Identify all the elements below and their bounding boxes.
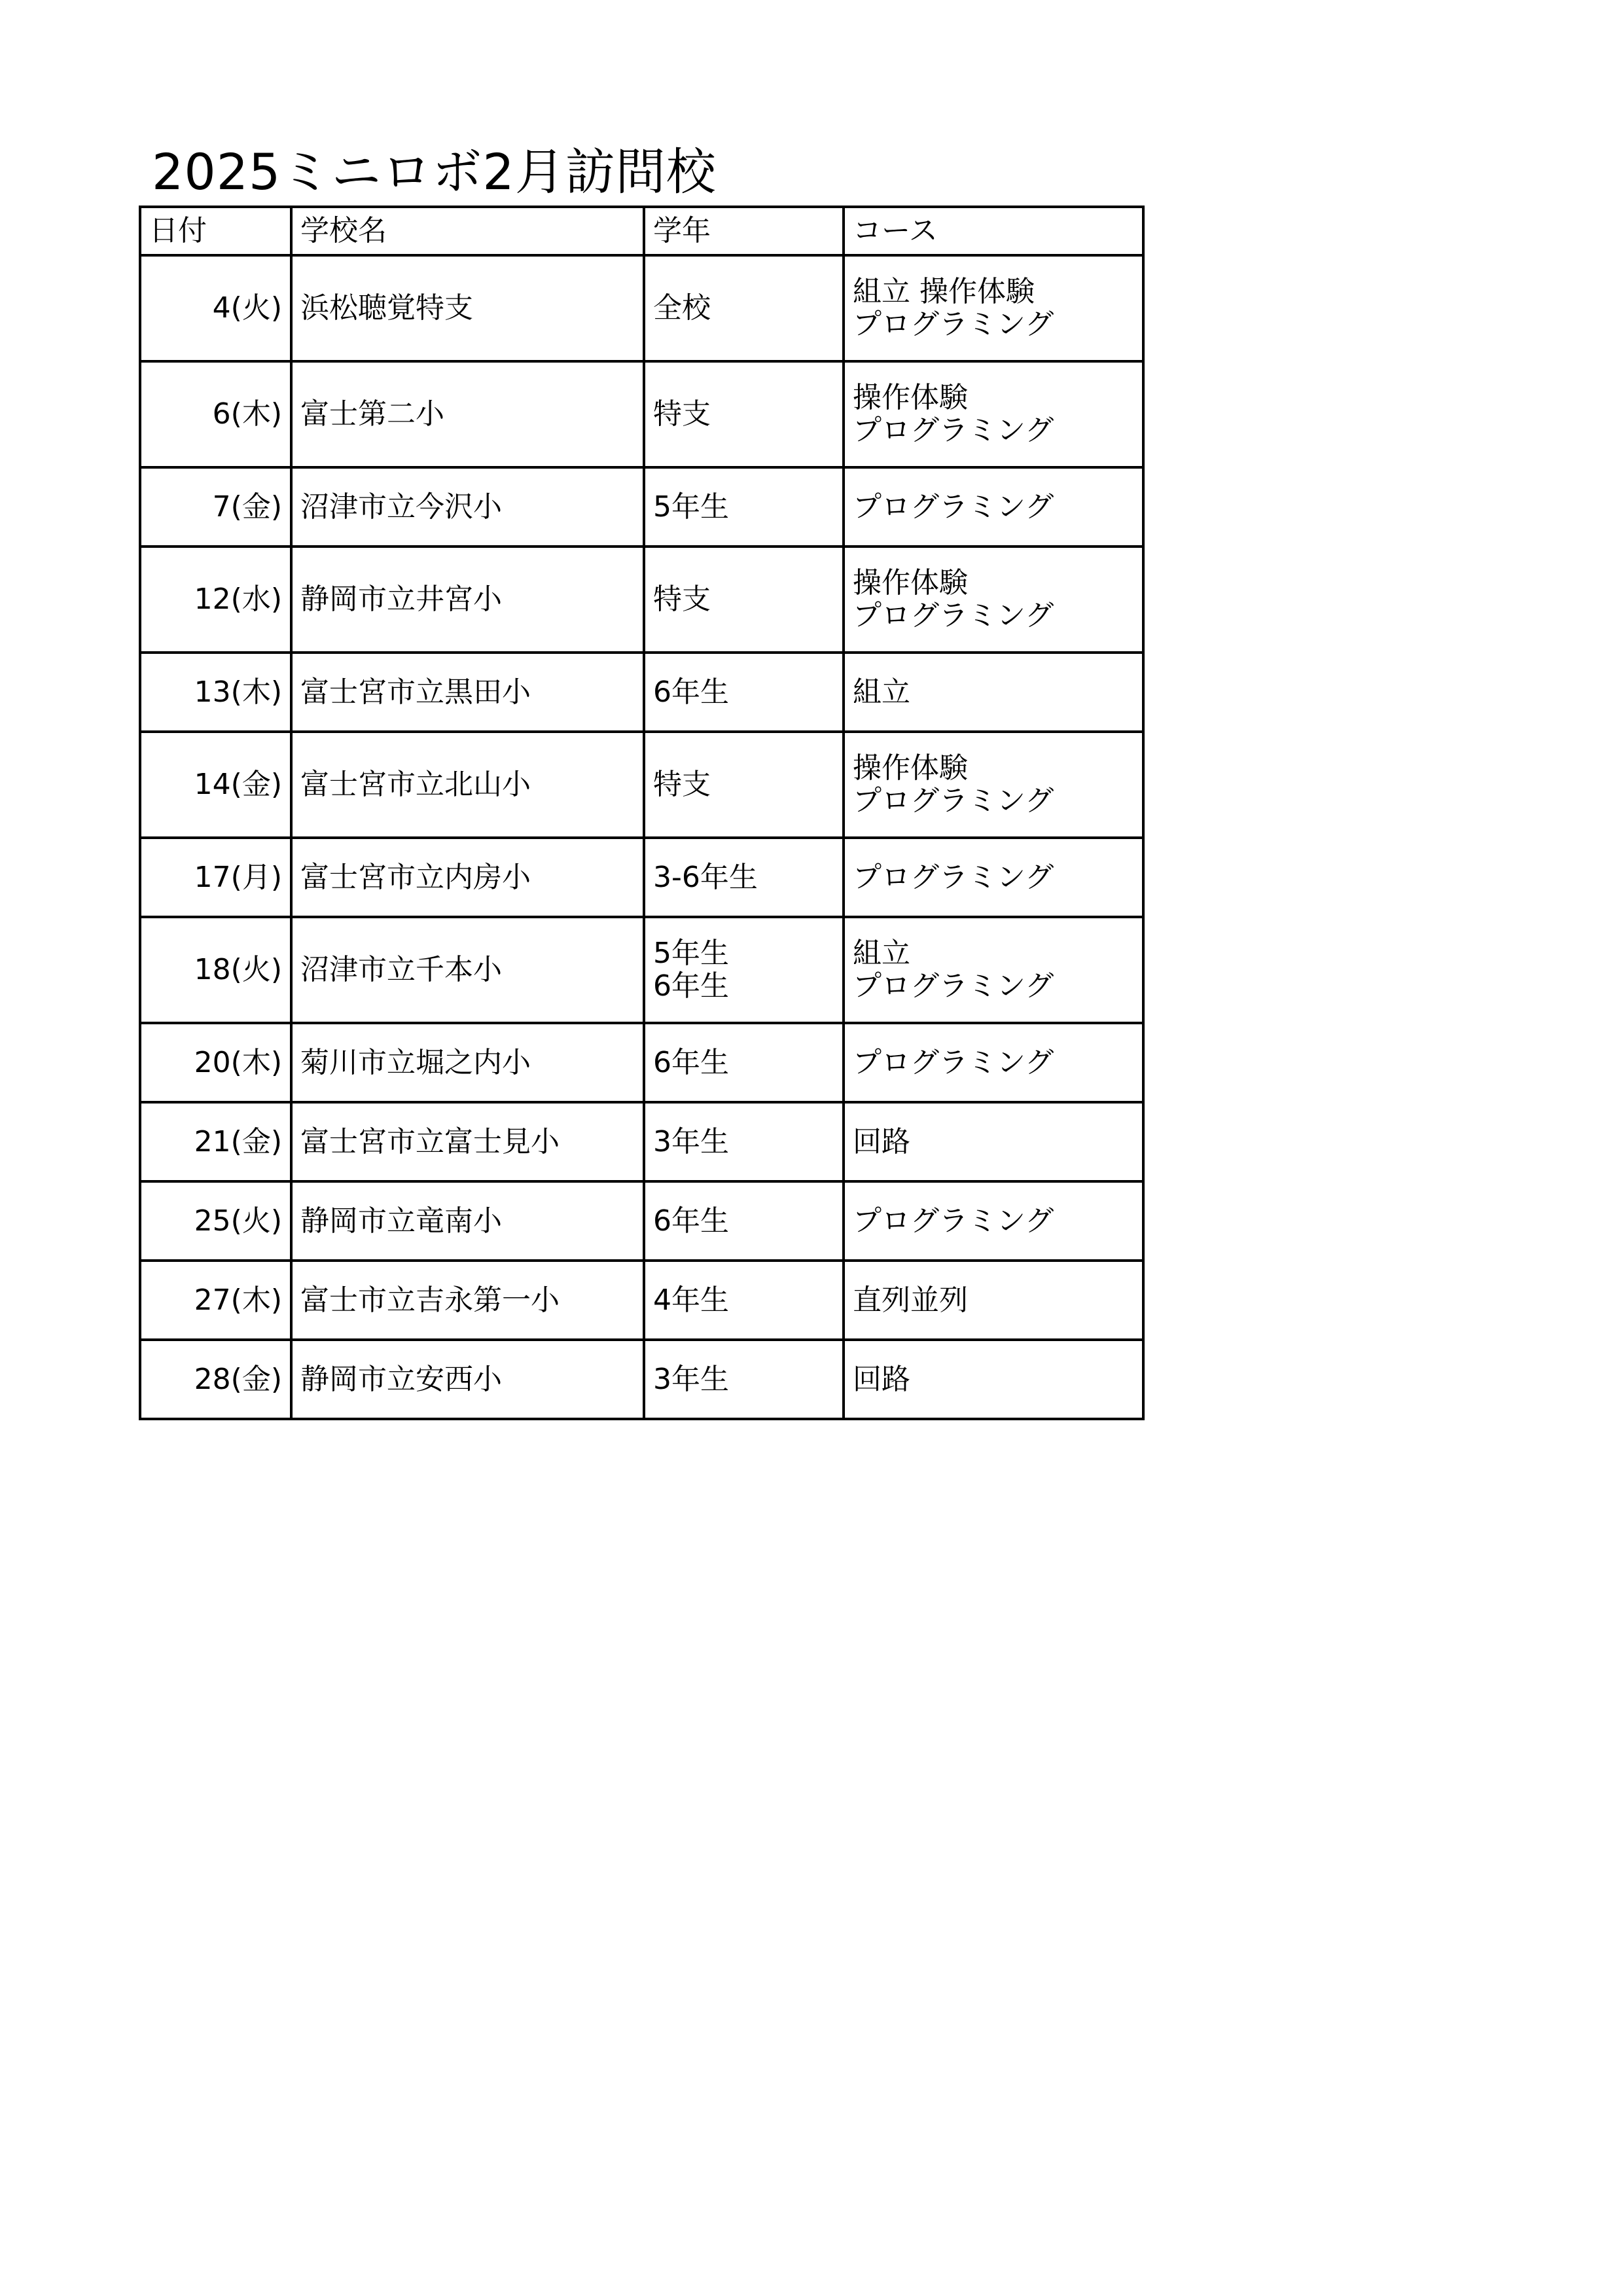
grade-cell bbox=[644, 1340, 844, 1419]
table-row bbox=[140, 732, 1143, 838]
visit-date: 28(金) bbox=[140, 1340, 291, 1419]
course-cell bbox=[844, 917, 1143, 1023]
grade-line: 6年生 bbox=[653, 1045, 729, 1079]
course-line: 直列並列 bbox=[853, 1283, 968, 1317]
visit-date: 18(火) bbox=[140, 917, 291, 1023]
table-row bbox=[140, 1261, 1143, 1340]
course-line: プログラミング bbox=[853, 308, 1054, 341]
table-row bbox=[140, 838, 1143, 917]
course-cell bbox=[844, 467, 1143, 547]
school-name: 静岡市立竜南小 bbox=[291, 1181, 644, 1261]
course-line: プログラミング bbox=[853, 599, 1054, 632]
course-line: 回路 bbox=[853, 1124, 910, 1158]
course-line: 組立 操作体験 bbox=[853, 275, 1035, 308]
course-cell bbox=[844, 255, 1143, 361]
table-row bbox=[140, 1023, 1143, 1102]
grade-line: 6年生 bbox=[653, 969, 729, 1003]
school-name: 富士市立吉永第一小 bbox=[291, 1261, 644, 1340]
visit-schedule-table bbox=[139, 206, 1145, 1420]
grade-cell bbox=[644, 1023, 844, 1102]
school-name: 浜松聴覚特支 bbox=[291, 255, 644, 361]
course-line: 操作体験 bbox=[853, 566, 968, 600]
grade-cell bbox=[644, 838, 844, 917]
visit-date: 12(水) bbox=[140, 547, 291, 653]
grade-cell bbox=[644, 1261, 844, 1340]
course-cell bbox=[844, 732, 1143, 838]
visit-date: 7(金) bbox=[140, 467, 291, 547]
visit-date: 27(木) bbox=[140, 1261, 291, 1340]
visit-date: 14(金) bbox=[140, 732, 291, 838]
course-line: 組立 bbox=[853, 675, 910, 709]
course-line: プログラミング bbox=[853, 414, 1054, 447]
header-date: 日付 bbox=[140, 207, 291, 255]
grade-cell bbox=[644, 255, 844, 361]
grade-cell bbox=[644, 653, 844, 732]
grade-cell bbox=[644, 732, 844, 838]
table-row bbox=[140, 255, 1143, 361]
visit-date: 17(月) bbox=[140, 838, 291, 917]
course-line: 回路 bbox=[853, 1362, 910, 1396]
header-grade: 学年 bbox=[644, 207, 844, 255]
grade-line: 特支 bbox=[653, 768, 711, 801]
school-name: 菊川市立堀之内小 bbox=[291, 1023, 644, 1102]
school-name: 静岡市立安西小 bbox=[291, 1340, 644, 1419]
table-body bbox=[140, 207, 1143, 1419]
school-name: 富士宮市立北山小 bbox=[291, 732, 644, 838]
table-row bbox=[140, 917, 1143, 1023]
grade-cell bbox=[644, 917, 844, 1023]
header-school: 学校名 bbox=[291, 207, 644, 255]
course-cell bbox=[844, 1102, 1143, 1181]
course-cell bbox=[844, 1261, 1143, 1340]
table-row bbox=[140, 547, 1143, 653]
course-cell bbox=[844, 1340, 1143, 1419]
course-line: プログラミング bbox=[853, 490, 1054, 524]
grade-line: 4年生 bbox=[653, 1283, 729, 1317]
school-name: 沼津市立千本小 bbox=[291, 917, 644, 1023]
header-course: コース bbox=[844, 207, 1143, 255]
table-header-row bbox=[140, 207, 1143, 255]
grade-line: 3年生 bbox=[653, 1124, 729, 1158]
grade-line: 6年生 bbox=[653, 1204, 729, 1238]
grade-line: 3年生 bbox=[653, 1362, 729, 1396]
visit-date: 4(火) bbox=[140, 255, 291, 361]
grade-line: 特支 bbox=[653, 583, 711, 616]
course-line: プログラミング bbox=[853, 1204, 1054, 1238]
grade-cell bbox=[644, 1181, 844, 1261]
school-name: 静岡市立井宮小 bbox=[291, 547, 644, 653]
school-name: 富士宮市立黒田小 bbox=[291, 653, 644, 732]
school-name: 沼津市立今沢小 bbox=[291, 467, 644, 547]
visit-date: 25(火) bbox=[140, 1181, 291, 1261]
grade-cell bbox=[644, 467, 844, 547]
course-line: プログラミング bbox=[853, 969, 1054, 1003]
school-name: 富士第二小 bbox=[291, 361, 644, 467]
table-row bbox=[140, 1102, 1143, 1181]
table-row bbox=[140, 361, 1143, 467]
course-cell bbox=[844, 1023, 1143, 1102]
table-row bbox=[140, 1340, 1143, 1419]
visit-date: 20(木) bbox=[140, 1023, 291, 1102]
course-cell bbox=[844, 361, 1143, 467]
course-line: プログラミング bbox=[853, 784, 1054, 817]
grade-line: 3-6年生 bbox=[653, 860, 758, 894]
school-name: 富士宮市立内房小 bbox=[291, 838, 644, 917]
grade-line: 6年生 bbox=[653, 675, 729, 709]
course-line: 組立 bbox=[853, 937, 910, 970]
grade-cell bbox=[644, 547, 844, 653]
school-name: 富士宮市立富士見小 bbox=[291, 1102, 644, 1181]
visit-date: 21(金) bbox=[140, 1102, 291, 1181]
table-row bbox=[140, 653, 1143, 732]
course-line: 操作体験 bbox=[853, 381, 968, 414]
table-row bbox=[140, 467, 1143, 547]
course-line: プログラミング bbox=[853, 860, 1054, 894]
grade-line: 5年生 bbox=[653, 937, 729, 970]
course-cell bbox=[844, 547, 1143, 653]
page-title: 2025ミニロボ2月訪問校 bbox=[152, 143, 717, 201]
course-cell bbox=[844, 1181, 1143, 1261]
course-cell bbox=[844, 838, 1143, 917]
visit-date: 13(木) bbox=[140, 653, 291, 732]
table-row bbox=[140, 1181, 1143, 1261]
course-line: プログラミング bbox=[853, 1045, 1054, 1079]
course-cell bbox=[844, 653, 1143, 732]
grade-line: 全校 bbox=[653, 291, 711, 325]
visit-date: 6(木) bbox=[140, 361, 291, 467]
grade-line: 5年生 bbox=[653, 490, 729, 524]
grade-cell bbox=[644, 361, 844, 467]
grade-line: 特支 bbox=[653, 397, 711, 431]
course-line: 操作体験 bbox=[853, 751, 968, 785]
grade-cell bbox=[644, 1102, 844, 1181]
